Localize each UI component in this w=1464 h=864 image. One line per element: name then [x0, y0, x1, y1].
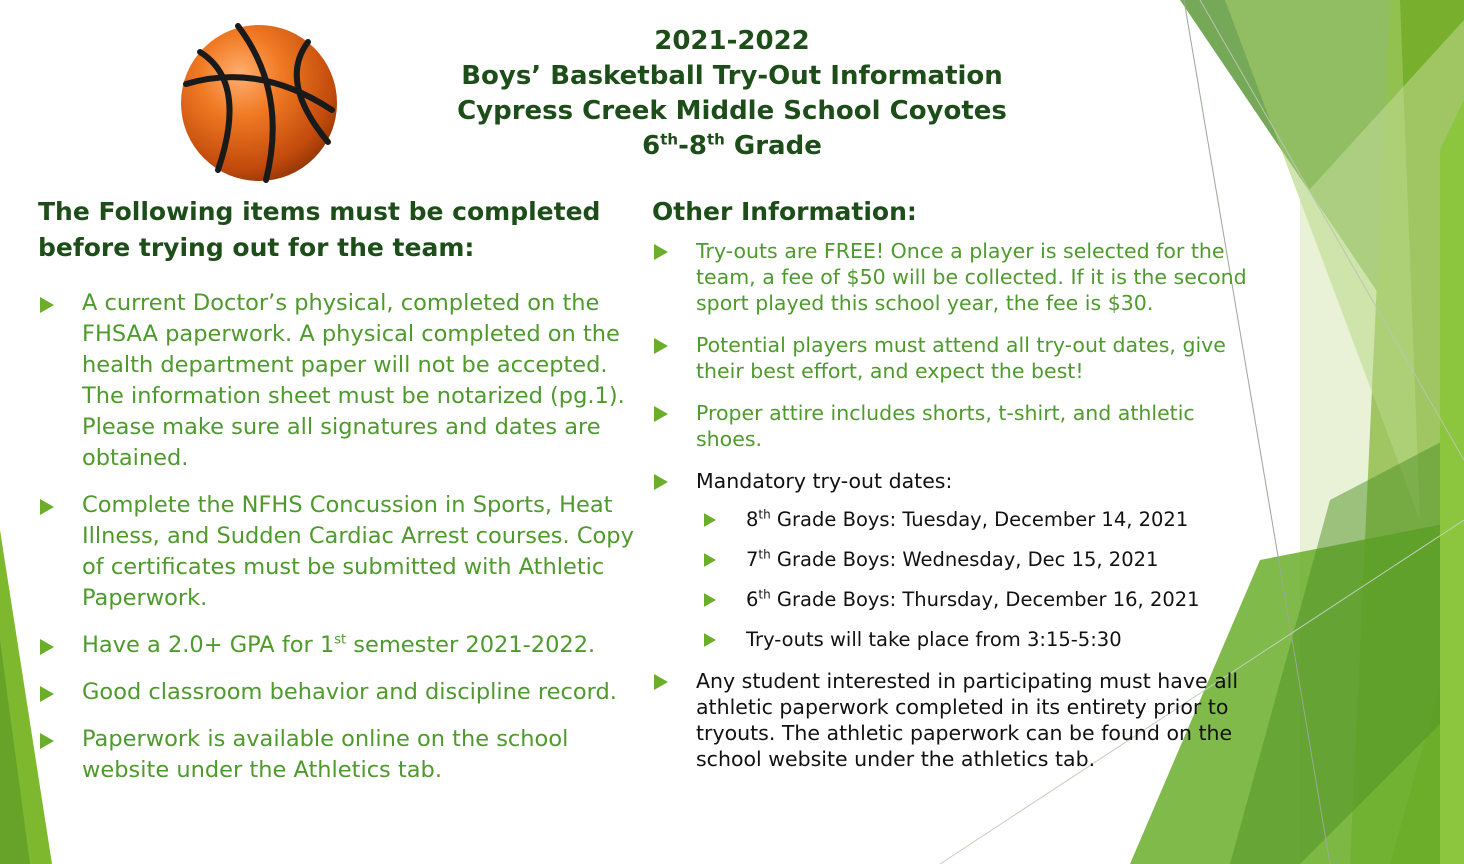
triangle-bullet-icon	[704, 633, 716, 647]
tryout-date-item: 7th Grade Boys: Wednesday, Dec 15, 2021	[702, 548, 1252, 572]
list-item: Try-outs are FREE! Once a player is selected for the team, a fee of $50 will be collected. If it is the second sport played this school year, the fee is $30.	[652, 238, 1252, 316]
list-item: Any student interested in participating must have all athletic paperwork completed in its entirety prior to tryouts. The athletic paperwork can be found on the school website under the athletics tab.	[652, 668, 1252, 772]
triangle-bullet-icon	[654, 406, 668, 422]
triangle-bullet-icon	[40, 686, 54, 702]
triangle-bullet-icon	[654, 338, 668, 354]
other-info-heading: Other Information:	[652, 197, 917, 226]
other-info-list	[652, 238, 1252, 788]
list-item: Proper attire includes shorts, t-shirt, and athletic shoes.	[652, 400, 1252, 452]
triangle-bullet-icon	[704, 553, 716, 567]
tryout-date-item: 8th Grade Boys: Tuesday, December 14, 2021	[702, 508, 1252, 532]
tryout-date-item: 6th Grade Boys: Thursday, December 16, 2021	[702, 588, 1252, 612]
triangle-bullet-icon	[40, 639, 54, 655]
triangle-bullet-icon	[654, 674, 668, 690]
header-school: Cypress Creek Middle School Coyotes	[457, 96, 1007, 126]
tryout-time-item: Try-outs will take place from 3:15-5:30	[702, 628, 1252, 652]
requirements-list	[38, 288, 638, 802]
triangle-bullet-icon	[40, 733, 54, 749]
triangle-bullet-icon	[40, 297, 54, 313]
header-year: 2021-2022	[654, 26, 810, 56]
list-item: Potential players must attend all try-out dates, give their best effort, and expect the best!	[652, 332, 1252, 384]
triangle-bullet-icon	[654, 474, 668, 490]
header-grades: 6th-8th Grade	[642, 130, 822, 161]
triangle-bullet-icon	[654, 244, 668, 260]
list-item: Complete the NFHS Concussion in Sports, Heat Illness, and Sudden Cardiac Arrest courses. Copy of certificates must be submitted with Athletic Paperwork.	[38, 490, 638, 614]
list-item: Good classroom behavior and discipline record.	[38, 677, 638, 708]
triangle-bullet-icon	[40, 499, 54, 515]
triangle-bullet-icon	[704, 593, 716, 607]
list-item: Have a 2.0+ GPA for 1st semester 2021-2022.	[38, 630, 638, 661]
basketball-icon	[178, 22, 340, 184]
triangle-bullet-icon	[704, 513, 716, 527]
list-item: Mandatory try-out dates: 8th Grade Boys: Tuesday, December 14, 2021 7th Grade Boys: Wednesday, Dec 15, 2021 6th Grade Boys: Thursday, December 16, 2021 Try-outs will take place from 3:15-5:30	[652, 468, 1252, 652]
header-title: Boys’ Basketball Try-Out Information	[461, 61, 1003, 91]
page-header	[420, 24, 1044, 164]
list-item: A current Doctor’s physical, completed on the FHSAA paperwork. A physical completed on the health department paper will not be accepted. The information sheet must be notarized (pg.1). Please make sure all signatures and dates are obtained.	[38, 288, 638, 474]
requirements-heading: The Following items must be completed before trying out for the team:	[38, 197, 601, 262]
list-item: Paperwork is available online on the school website under the Athletics tab.	[38, 724, 638, 786]
tryout-dates-list	[702, 508, 1252, 652]
